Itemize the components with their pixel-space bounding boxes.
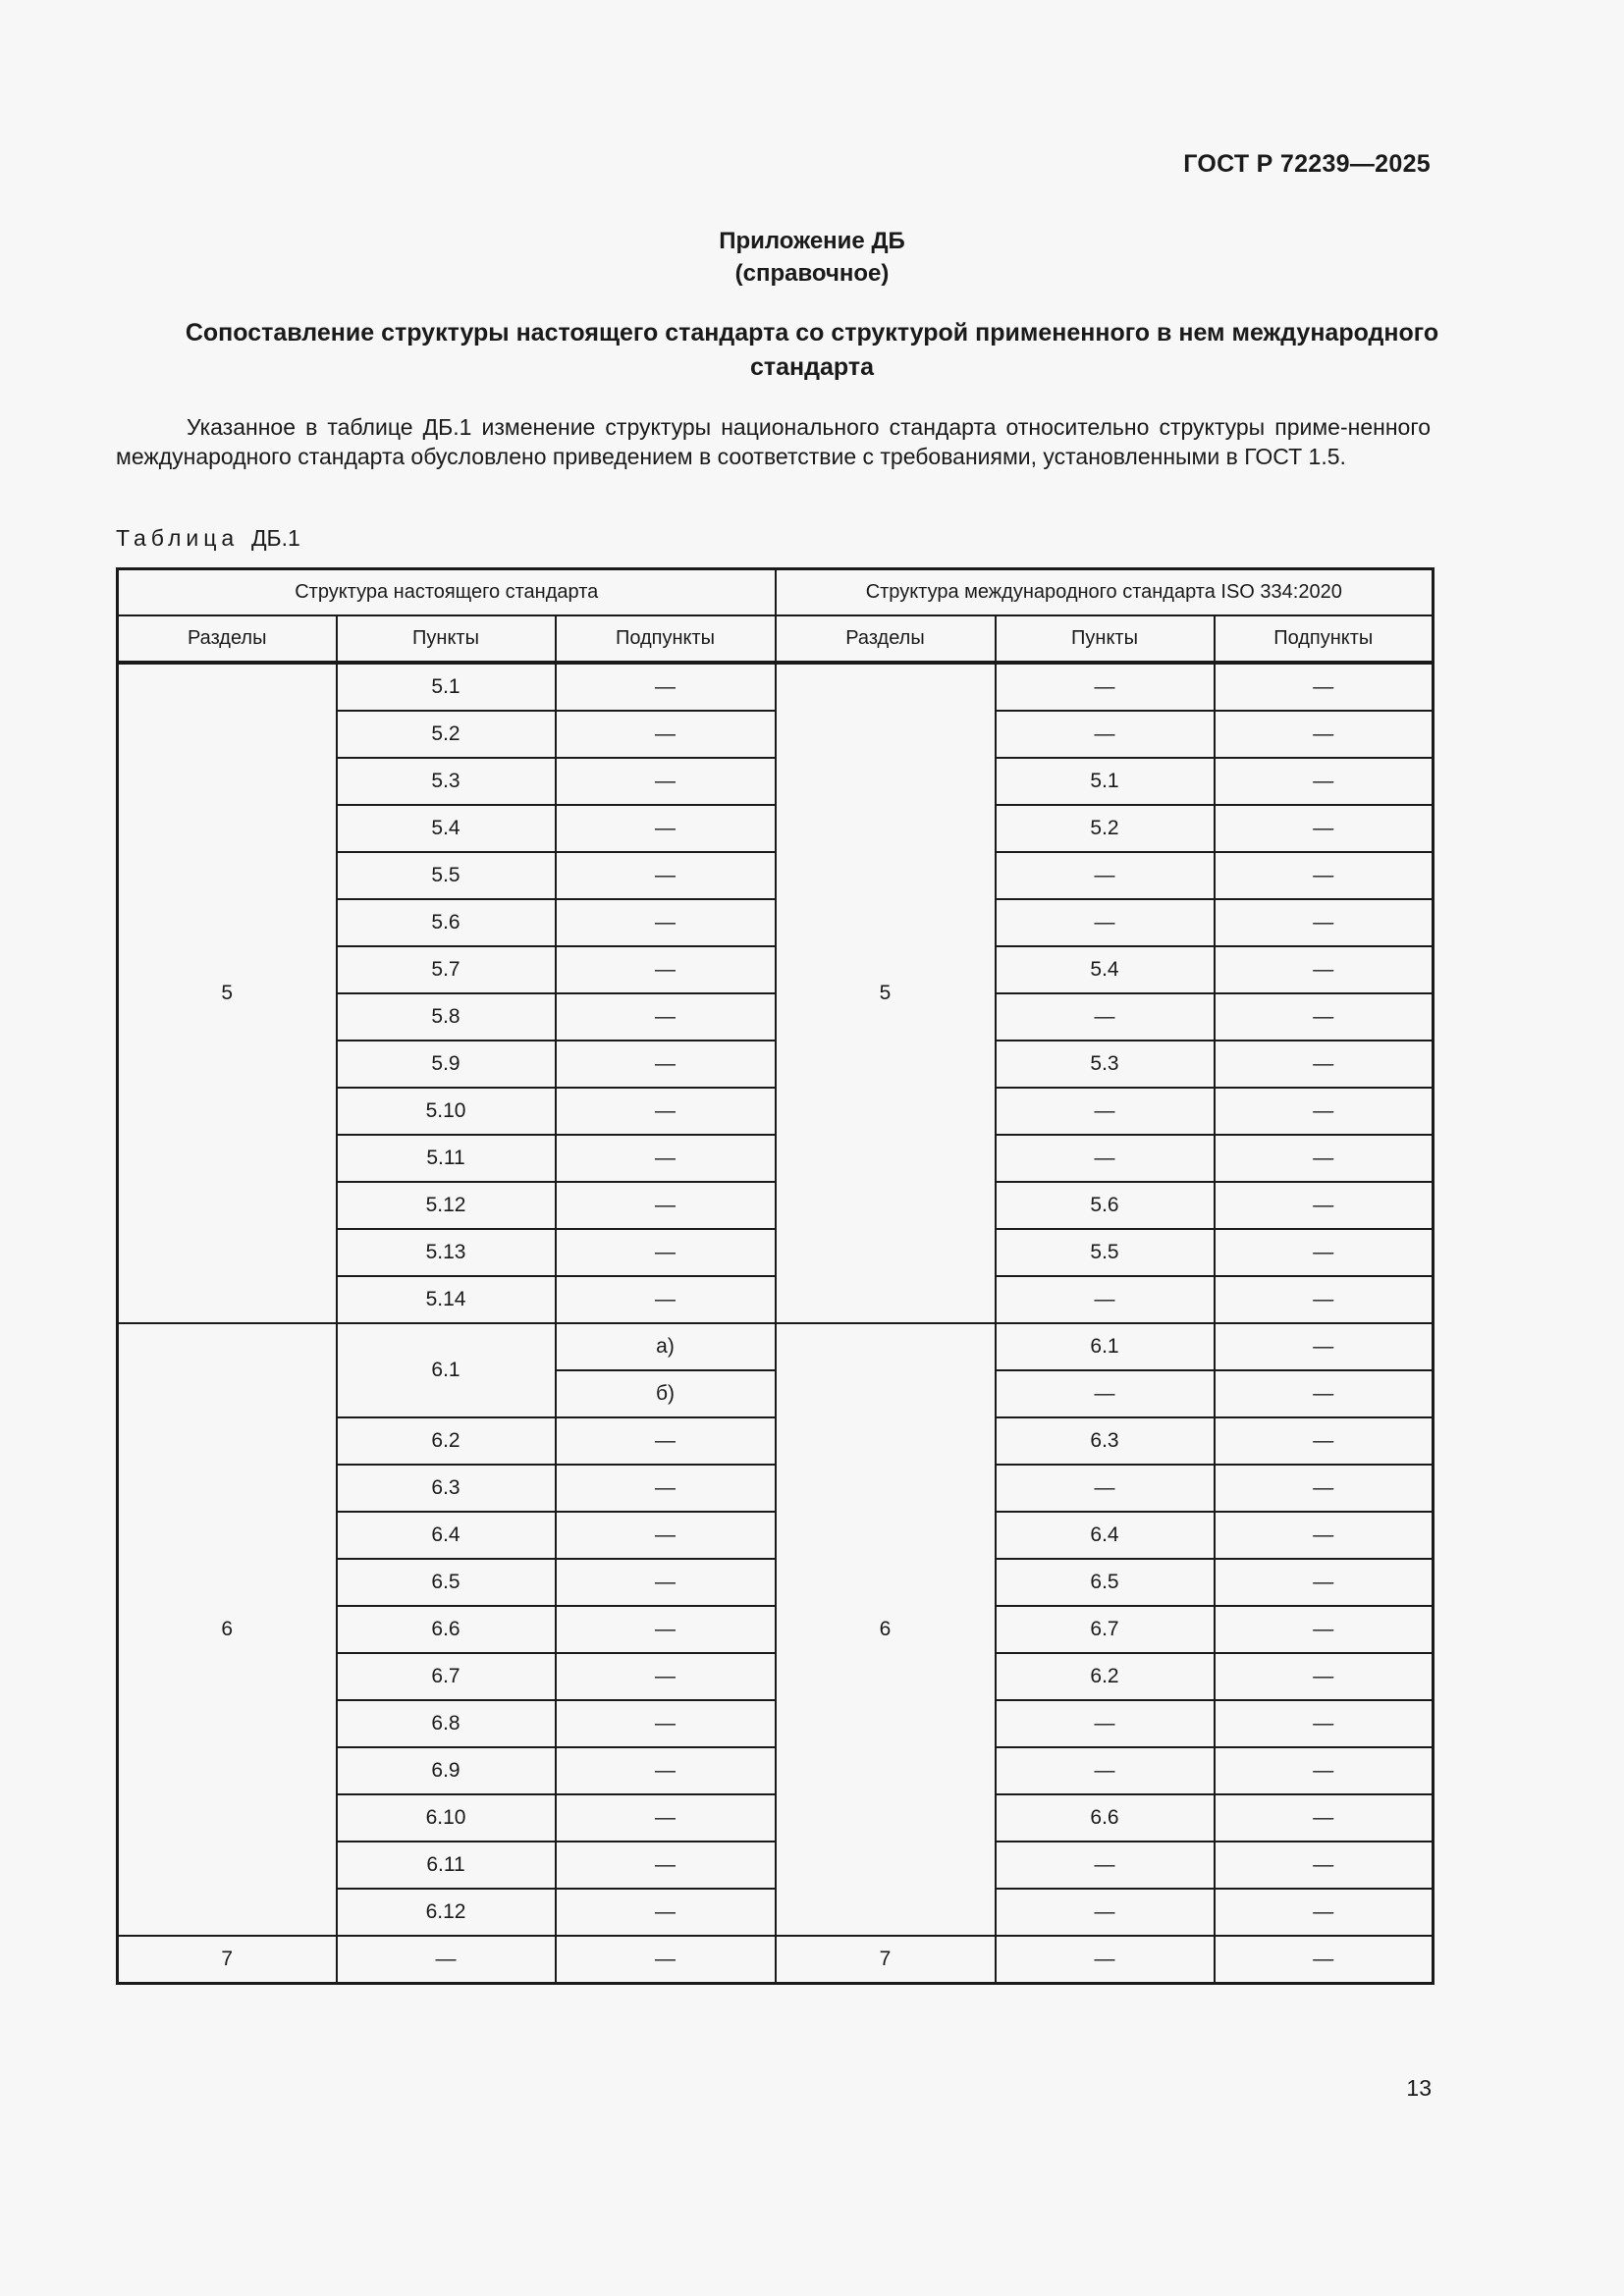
iso-subclause-cell: —	[1215, 1794, 1434, 1842]
subclause-cell: —	[556, 1276, 776, 1323]
iso-subclause-cell: —	[1215, 1276, 1434, 1323]
table-caption	[116, 525, 300, 552]
clause-cell: 5.11	[337, 1135, 556, 1182]
iso-subclause-cell: —	[1215, 852, 1434, 899]
iso-subclause-cell: —	[1215, 1512, 1434, 1559]
iso-clause-cell: —	[996, 663, 1215, 711]
iso-clause-cell: —	[996, 1936, 1215, 1984]
annex-status: (справочное)	[734, 260, 890, 287]
subclause-cell: а)	[556, 1323, 776, 1370]
subclause-cell: —	[556, 1182, 776, 1229]
iso-clause-cell: —	[996, 852, 1215, 899]
iso-clause-cell: —	[996, 899, 1215, 946]
iso-clause-cell: —	[996, 1276, 1215, 1323]
document-code: ГОСТ Р 72239—2025	[1183, 150, 1431, 178]
col-header-iso-sections: Разделы	[776, 615, 996, 663]
subclause-cell: —	[556, 1417, 776, 1465]
table-group-header-row	[118, 569, 1434, 616]
table-caption-id: ДБ.1	[250, 525, 300, 551]
table-caption-prefix: Таблица	[116, 525, 240, 551]
subclause-cell: —	[556, 1606, 776, 1653]
clause-cell: 5.13	[337, 1229, 556, 1276]
annex-title: Приложение ДБ	[719, 228, 905, 254]
group-header-international: Структура международного стандарта ISO 334:2020	[776, 569, 1434, 616]
subclause-cell: —	[556, 1229, 776, 1276]
iso-clause-cell: —	[996, 1700, 1215, 1747]
clause-cell: 5.2	[337, 711, 556, 758]
clause-cell: 5.4	[337, 805, 556, 852]
iso-clause-cell: —	[996, 1465, 1215, 1512]
iso-clause-cell: 6.3	[996, 1417, 1215, 1465]
subclause-cell: —	[556, 1889, 776, 1936]
subclause-cell: —	[556, 946, 776, 993]
col-header-iso-subclauses: Подпункты	[1215, 615, 1434, 663]
subclause-cell: —	[556, 1842, 776, 1889]
iso-subclause-cell: —	[1215, 1936, 1434, 1984]
iso-subclause-cell: —	[1215, 1842, 1434, 1889]
iso-clause-cell: —	[996, 993, 1215, 1041]
table-row	[118, 1323, 1434, 1370]
subclause-cell: —	[556, 805, 776, 852]
clause-cell: 5.10	[337, 1088, 556, 1135]
iso-subclause-cell: —	[1215, 899, 1434, 946]
iso-subclause-cell: —	[1215, 1889, 1434, 1936]
clause-cell: 5.8	[337, 993, 556, 1041]
iso-subclause-cell: —	[1215, 1606, 1434, 1653]
clause-cell: —	[337, 1936, 556, 1984]
clause-cell: 5.6	[337, 899, 556, 946]
clause-cell: 5.5	[337, 852, 556, 899]
clause-cell: 6.10	[337, 1794, 556, 1842]
intro-paragraph: Указанное в таблице ДБ.1 изменение структуры национального стандарта относительно структуры приме-ненного международного стандарта обусловлено приведением в соответствие с требованиями, установленными в ГОСТ 1.5.	[116, 414, 1431, 469]
iso-subclause-cell: —	[1215, 663, 1434, 711]
table-row	[118, 663, 1434, 711]
iso-clause-cell: —	[996, 1135, 1215, 1182]
col-header-iso-clauses: Пункты	[996, 615, 1215, 663]
iso-subclause-cell: —	[1215, 1465, 1434, 1512]
subclause-cell: —	[556, 758, 776, 805]
iso-subclause-cell: —	[1215, 993, 1434, 1041]
iso-clause-cell: —	[996, 1088, 1215, 1135]
iso-clause-cell: 5.3	[996, 1041, 1215, 1088]
subclause-cell: —	[556, 1747, 776, 1794]
iso-subclause-cell: —	[1215, 1135, 1434, 1182]
clause-cell: 6.1	[337, 1323, 556, 1417]
subclause-cell: —	[556, 993, 776, 1041]
clause-cell: 5.14	[337, 1276, 556, 1323]
iso-clause-cell: 5.1	[996, 758, 1215, 805]
clause-cell: 6.8	[337, 1700, 556, 1747]
iso-clause-cell: 6.4	[996, 1512, 1215, 1559]
clause-cell: 6.2	[337, 1417, 556, 1465]
iso-clause-cell: 6.2	[996, 1653, 1215, 1700]
iso-subclause-cell: —	[1215, 805, 1434, 852]
clause-cell: 6.11	[337, 1842, 556, 1889]
iso-clause-cell: —	[996, 711, 1215, 758]
subclause-cell: —	[556, 1041, 776, 1088]
iso-section-cell: 6	[776, 1323, 996, 1936]
clause-cell: 6.9	[337, 1747, 556, 1794]
clause-cell: 5.3	[337, 758, 556, 805]
subclause-cell: —	[556, 1135, 776, 1182]
clause-cell: 5.12	[337, 1182, 556, 1229]
iso-subclause-cell: —	[1215, 1182, 1434, 1229]
iso-clause-cell: 6.7	[996, 1606, 1215, 1653]
iso-subclause-cell: —	[1215, 1088, 1434, 1135]
section-cell: 7	[118, 1936, 337, 1984]
iso-section-cell: 7	[776, 1936, 996, 1984]
col-header-clauses: Пункты	[337, 615, 556, 663]
clause-cell: 5.7	[337, 946, 556, 993]
iso-subclause-cell: —	[1215, 1041, 1434, 1088]
iso-subclause-cell: —	[1215, 1653, 1434, 1700]
group-header-national: Структура настоящего стандарта	[118, 569, 776, 616]
iso-subclause-cell: —	[1215, 1747, 1434, 1794]
iso-subclause-cell: —	[1215, 1323, 1434, 1370]
iso-clause-cell: 6.1	[996, 1323, 1215, 1370]
table-column-header-row	[118, 615, 1434, 663]
clause-cell: 6.4	[337, 1512, 556, 1559]
subclause-cell: —	[556, 1936, 776, 1984]
comparison-table	[116, 567, 1435, 1985]
col-header-subclauses: Подпункты	[556, 615, 776, 663]
iso-clause-cell: —	[996, 1842, 1215, 1889]
clause-cell: 5.1	[337, 663, 556, 711]
subclause-cell: —	[556, 1794, 776, 1842]
table-row	[118, 1936, 1434, 1984]
clause-cell: 6.5	[337, 1559, 556, 1606]
iso-subclause-cell: —	[1215, 1417, 1434, 1465]
subclause-cell: —	[556, 852, 776, 899]
clause-cell: 6.3	[337, 1465, 556, 1512]
iso-clause-cell: 5.6	[996, 1182, 1215, 1229]
iso-clause-cell: —	[996, 1747, 1215, 1794]
subclause-cell: б)	[556, 1370, 776, 1417]
subclause-cell: —	[556, 711, 776, 758]
iso-clause-cell: —	[996, 1370, 1215, 1417]
iso-subclause-cell: —	[1215, 1559, 1434, 1606]
subclause-cell: —	[556, 1465, 776, 1512]
iso-subclause-cell: —	[1215, 1370, 1434, 1417]
subclause-cell: —	[556, 899, 776, 946]
subclause-cell: —	[556, 1559, 776, 1606]
iso-subclause-cell: —	[1215, 1700, 1434, 1747]
col-header-sections: Разделы	[118, 615, 337, 663]
iso-clause-cell: —	[996, 1889, 1215, 1936]
subclause-cell: —	[556, 1088, 776, 1135]
iso-clause-cell: 6.5	[996, 1559, 1215, 1606]
subclause-cell: —	[556, 663, 776, 711]
iso-subclause-cell: —	[1215, 758, 1434, 805]
page-number: 13	[1406, 2075, 1432, 2101]
clause-cell: 6.6	[337, 1606, 556, 1653]
iso-clause-cell: 5.5	[996, 1229, 1215, 1276]
clause-cell: 6.7	[337, 1653, 556, 1700]
table-body	[118, 569, 1434, 1984]
subclause-cell: —	[556, 1512, 776, 1559]
iso-subclause-cell: —	[1215, 711, 1434, 758]
subclause-cell: —	[556, 1653, 776, 1700]
clause-cell: 5.9	[337, 1041, 556, 1088]
clause-cell: 6.12	[337, 1889, 556, 1936]
section-title: Сопоставление структуры настоящего стандарта со структурой примененного в нем международного стандарта	[185, 319, 1439, 381]
iso-clause-cell: 5.2	[996, 805, 1215, 852]
section-cell: 6	[118, 1323, 337, 1936]
subclause-cell: —	[556, 1700, 776, 1747]
iso-clause-cell: 5.4	[996, 946, 1215, 993]
iso-subclause-cell: —	[1215, 946, 1434, 993]
section-cell: 5	[118, 663, 337, 1323]
iso-clause-cell: 6.6	[996, 1794, 1215, 1842]
annex-heading	[0, 225, 1624, 290]
iso-subclause-cell: —	[1215, 1229, 1434, 1276]
iso-section-cell: 5	[776, 663, 996, 1323]
